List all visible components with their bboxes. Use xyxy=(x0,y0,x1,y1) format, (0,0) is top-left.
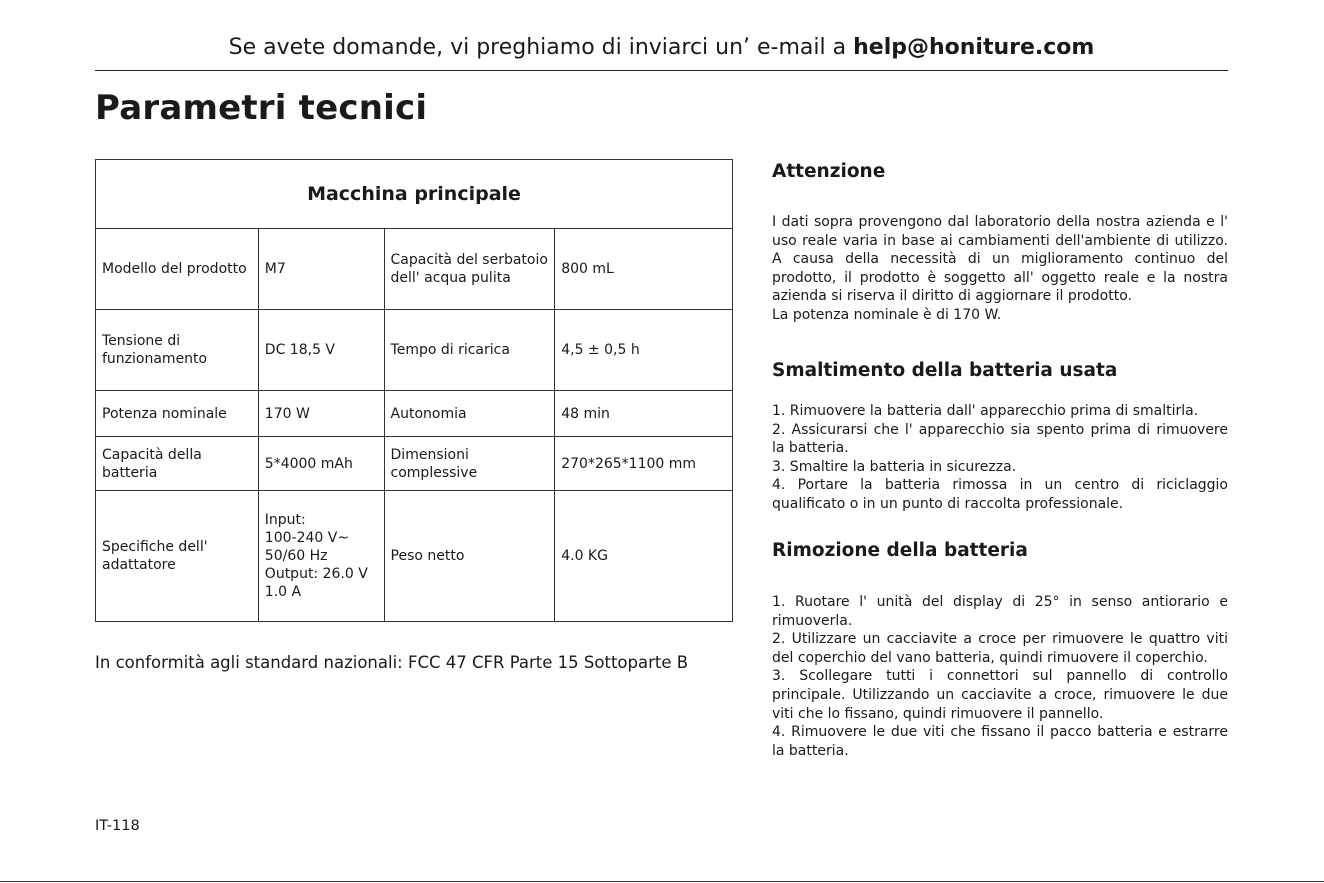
disposal-heading: Smaltimento della batteria usata xyxy=(772,360,1118,381)
spec-label: Potenza nominale xyxy=(96,391,259,437)
spec-value: 170 W xyxy=(258,391,384,437)
table-title: Macchina principale xyxy=(96,160,733,229)
disposal-step: 2. Assicurarsi che l' apparecchio sia spento prima di rimuovere la batteria. xyxy=(772,421,1228,457)
spec-label: Tensione di funzionamento xyxy=(96,310,259,391)
disposal-step: 1. Rimuovere la batteria dall' apparecchio prima di smaltirla. xyxy=(772,403,1199,419)
compliance-statement: In conformità agli standard nazionali: FCC 47 CFR Parte 15 Sottoparte B xyxy=(95,653,689,672)
header-text: Se avete domande, vi preghiamo di inviarci un’ e-mail a xyxy=(228,35,847,60)
removal-step: 3. Scollegare tutti i connettori sul pannello di controllo principale. Utilizzando un cacciavite a croce, rimuovere le due viti che lo fissano, quindi rimuovere il pannello. xyxy=(772,668,1228,722)
attention-section xyxy=(772,160,1228,325)
spec-label: Autonomia xyxy=(384,391,555,437)
disposal-step: 3. Smaltire la batteria in sicurezza. xyxy=(772,458,1017,475)
table-row xyxy=(96,491,733,622)
spec-value: 4.0 KG xyxy=(555,491,733,622)
disposal-step: 4. Portare la batteria rimossa in un centro di riciclaggio qualificato o in un punto di raccolta professionale. xyxy=(772,477,1228,512)
spec-label: Capacità della batteria xyxy=(96,437,259,491)
adapter-line: 50/60 Hz xyxy=(264,548,328,564)
disposal-section xyxy=(772,359,1228,514)
removal-section xyxy=(772,539,1228,760)
spec-value: 5*4000 mAh xyxy=(258,437,384,491)
adapter-line: 100-240 V~ xyxy=(264,530,350,546)
spec-label: Tempo di ricarica xyxy=(384,310,555,391)
header-divider xyxy=(95,70,1228,71)
removal-step: 1. Ruotare l' unità del display di 25° in senso antiorario e rimuoverla. xyxy=(772,594,1228,629)
attention-paragraph: I dati sopra provengono dal laboratorio della nostra azienda e l' uso reale varia in base ai cambiamenti dell'ambiente di utilizzo. A causa della necessità di un miglioramento continuo del prodotto, il prodotto è soggetto all' oggetto reale e la nostra azienda si riserva il diritto di aggiornare il prodotto. xyxy=(772,214,1228,305)
attention-power-note: La potenza nominale è di 170 W. xyxy=(772,306,1002,323)
spec-value: 800 mL xyxy=(555,229,733,310)
adapter-line: Output: 26.0 V xyxy=(264,566,368,582)
attention-heading: Attenzione xyxy=(772,161,886,182)
spec-label: Peso netto xyxy=(384,491,555,622)
support-email[interactable]: help@honiture.com xyxy=(853,35,1095,60)
page-number: IT-118 xyxy=(95,818,140,834)
table-title-row xyxy=(96,160,733,229)
spec-label: Specifiche dell' adattatore xyxy=(96,491,259,622)
removal-heading: Rimozione della batteria xyxy=(772,540,1028,561)
spec-label: Dimensioni complessive xyxy=(384,437,555,491)
table-row xyxy=(96,391,733,437)
table-row xyxy=(96,437,733,491)
removal-step: 4. Rimuovere le due viti che fissano il pacco batteria e estrarre la batteria. xyxy=(772,724,1228,759)
spec-label: Modello del prodotto xyxy=(96,229,259,310)
spec-value: M7 xyxy=(258,229,384,310)
page-title: Parametri tecnici xyxy=(95,88,428,128)
spec-value: 270*265*1100 mm xyxy=(555,437,733,491)
spec-value: DC 18,5 V xyxy=(258,310,384,391)
spec-value: 4,5 ± 0,5 h xyxy=(555,310,733,391)
table-row xyxy=(96,310,733,391)
page-header xyxy=(95,30,1228,66)
adapter-line: Input: xyxy=(264,512,306,528)
spec-table xyxy=(95,159,733,622)
removal-step: 2. Utilizzare un cacciavite a croce per rimuovere le quattro viti del coperchio del vano batteria, quindi rimuovere il coperchio. xyxy=(772,631,1228,666)
spec-value: 48 min xyxy=(555,391,733,437)
adapter-spec-value xyxy=(258,491,384,622)
spec-label: Capacità del serbatoio dell' acqua pulita xyxy=(384,229,555,310)
adapter-line: 1.0 A xyxy=(264,584,302,600)
table-row xyxy=(96,229,733,310)
bottom-divider xyxy=(0,881,1324,882)
